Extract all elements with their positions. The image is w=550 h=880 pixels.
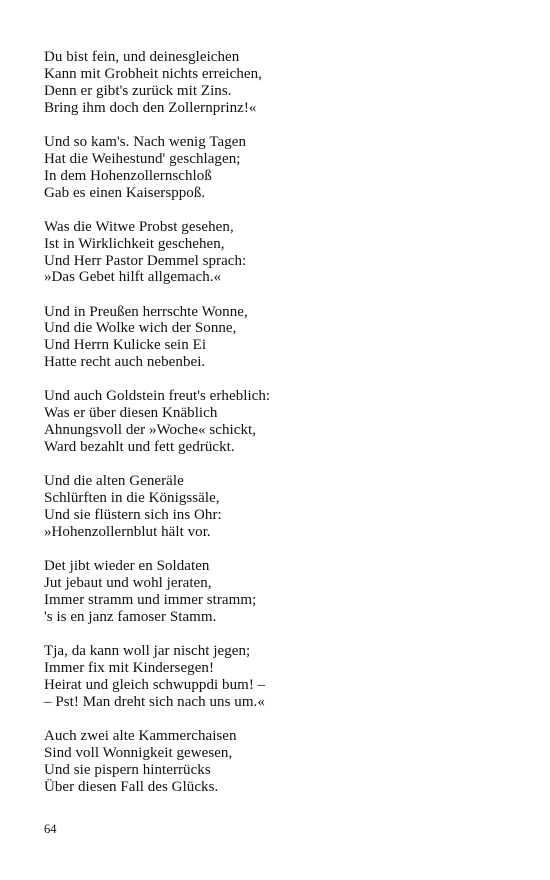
stanza-2 [44,134,524,202]
verse-line: Ward bezahlt und fett gedrückt. [44,439,235,456]
stanza-1 [44,49,524,117]
verse-line: 's is en janz famoser Stamm. [44,608,217,625]
verse-line: »Das Gebet hilft allgemach.« [44,269,222,286]
stanza-8 [44,643,524,711]
verse-line: In dem Hohenzollernschloß [44,167,212,184]
verse-line: Denn er gibt's zurück mit Zins. [44,82,232,99]
stanza-4 [44,304,524,372]
verse-line: Und Herr Pastor Demmel sprach: [44,252,247,269]
verse-line: – Pst! Man dreht sich nach uns um.« [44,693,265,710]
verse-line: Und sie flüstern sich ins Ohr: [44,507,222,524]
page-number: 64 [44,822,57,836]
verse-line: Tja, da kann woll jar nischt jegen; [44,643,251,660]
stanza-3 [44,219,524,287]
verse-line: Und die alten Generäle [44,473,184,490]
stanza-6 [44,473,524,541]
stanza-7 [44,558,524,626]
verse-line: Und auch Goldstein freut's erheblich: [44,388,271,405]
verse-line: Schlürften in die Königssäle, [44,490,220,507]
verse-line: Was die Witwe Probst gesehen, [44,218,234,235]
verse-line: Sind voll Wonnigkeit gewesen, [44,744,233,761]
stanza-9 [44,728,524,796]
verse-line: Was er über diesen Knäblich [44,405,218,422]
verse-line: Über diesen Fall des Glücks. [44,778,219,795]
verse-line: Hat die Weihestund' geschlagen; [44,150,241,167]
verse-line: Heirat und gleich schwuppdi bum! – [44,676,266,693]
poem-text [44,49,524,813]
verse-line: Und in Preußen herrschte Wonne, [44,303,248,320]
verse-line: Bring ihm doch den Zollernprinz!« [44,99,257,116]
verse-line: Und so kam's. Nach wenig Tagen [44,133,247,150]
verse-line: Und sie pispern hinterrücks [44,761,211,778]
verse-line: Und die Wolke wich der Sonne, [44,320,237,337]
verse-line: Du bist fein, und deinesgleichen [44,49,240,65]
verse-line: Immer stramm und immer stramm; [44,591,257,608]
verse-line: Ahnungsvoll der »Woche« schickt, [44,422,257,439]
verse-line: Auch zwei alte Kammerchaisen [44,727,237,744]
verse-line: Det jibt wieder en Soldaten [44,558,210,575]
verse-line: Und Herrn Kulicke sein Ei [44,337,207,354]
verse-line: Immer fix mit Kindersegen! [44,659,214,676]
verse-line: Ist in Wirklichkeit geschehen, [44,235,225,252]
stanza-5 [44,388,524,456]
verse-line: »Hohenzollernblut hält vor. [44,523,211,540]
verse-line: Gab es einen Kaiserspроß. [44,184,206,201]
verse-line: Jut jebaut und wohl jeraten, [44,575,212,592]
verse-line: Hatte recht auch nebenbei. [44,354,206,371]
verse-line: Kann mit Grobheit nichts erreichen, [44,65,262,82]
